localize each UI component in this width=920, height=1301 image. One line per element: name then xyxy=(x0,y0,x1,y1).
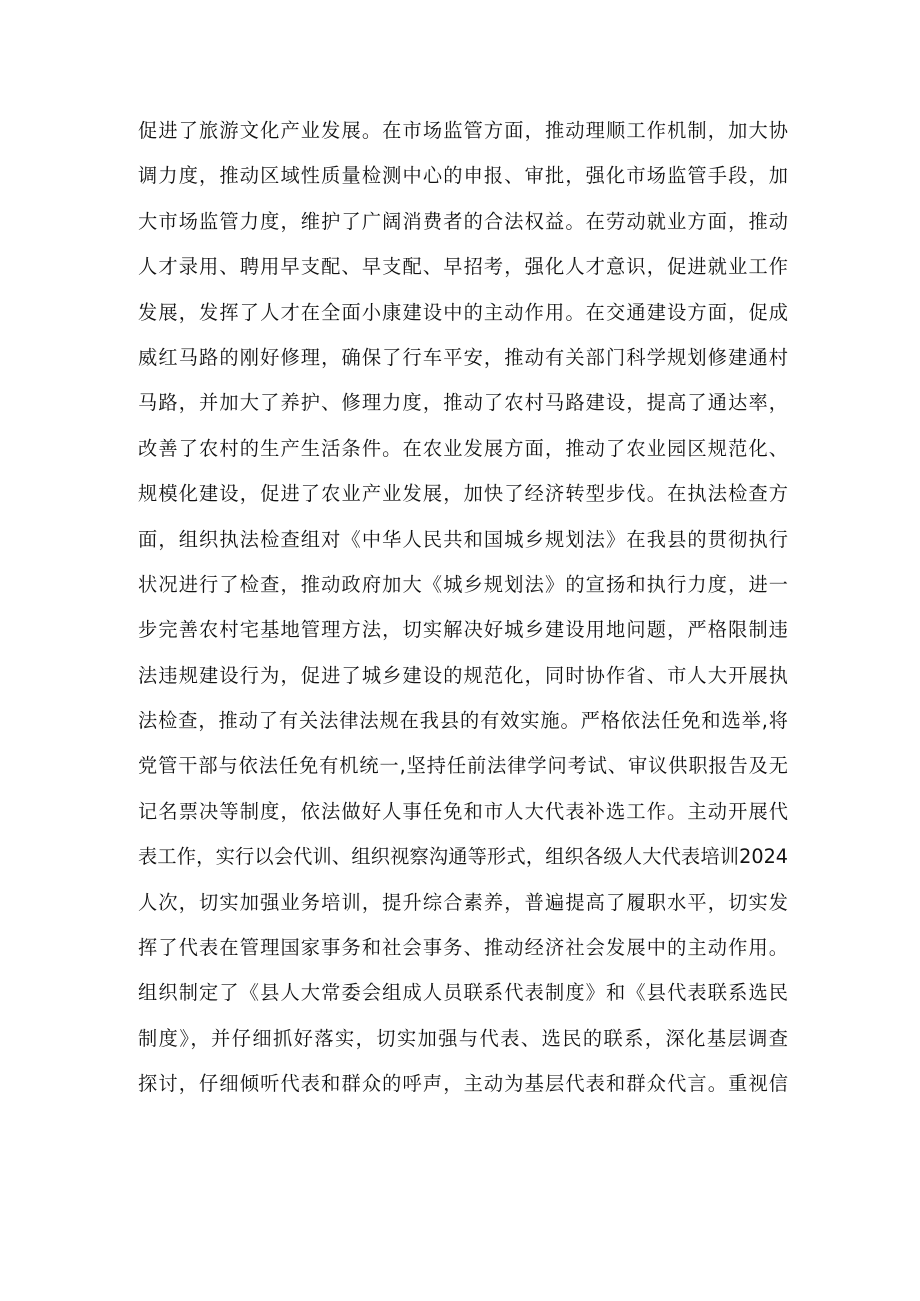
text-line-8: 改善了农村的生产生活条件。在农业发展方面，推动了农业园区规范化、 xyxy=(138,436,788,460)
text-line-22: 探讨，仔细倾听代表和群众的呼声，主动为基层代表和群众代言。重视信 xyxy=(138,1072,788,1096)
text-line-13: 法违规建设行为，促进了城乡建设的规范化，同时协作省、市人大开展执 xyxy=(138,663,788,687)
text-line-4: 人才录用、聘用早支配、早支配、早招考，强化人才意识，促进就业工作 xyxy=(138,255,788,279)
text-line-7: 马路，并加大了养护、修理力度，推动了农村马路建设，提高了通达率， xyxy=(138,391,788,415)
text-line-10: 面，组织执法检查组对《中华人民共和国城乡规划法》在我县的贯彻执行 xyxy=(138,527,788,551)
text-line-20: 组织制定了《县人大常委会组成人员联系代表制度》和《县代表联系选民 xyxy=(138,981,788,1005)
text-line-9: 规模化建设，促进了农业产业发展，加快了经济转型步伐。在执法检查方 xyxy=(138,482,788,506)
text-line-5: 发展，发挥了人才在全面小康建设中的主动作用。在交通建设方面，促成 xyxy=(138,300,788,324)
text-line-15: 党管干部与依法任免有机统一,坚持任前法律学问考试、审议供职报告及无 xyxy=(138,754,788,778)
text-line-18: 人次，切实加强业务培训，提升综合素养，普遍提高了履职水平，切实发 xyxy=(138,890,788,914)
text-line-11: 状况进行了检查，推动政府加大《城乡规划法》的宣扬和执行力度，进一 xyxy=(138,572,788,596)
text-line-14: 法检查，推动了有关法律法规在我县的有效实施。严格依法任免和选举,将 xyxy=(138,709,788,733)
text-line-3: 大市场监管力度，维护了广阔消费者的合法权益。在劳动就业方面，推动 xyxy=(138,209,788,233)
text-line-1: 促进了旅游文化产业发展。在市场监管方面，推动理顺工作机制，加大协 xyxy=(138,119,788,142)
text-line-16: 记名票决等制度，依法做好人事任免和市人大代表补选工作。主动开展代 xyxy=(138,799,788,823)
text-line-19: 挥了代表在管理国家事务和社会事务、推动经济社会发展中的主动作用。 xyxy=(138,936,788,960)
text-line-12: 步完善农村宅基地管理方法，切实解决好城乡建设用地问题，严格限制违 xyxy=(138,618,788,642)
text-line-17: 表工作，实行以会代训、组织视察沟通等形式，组织各级人大代表培训2024 xyxy=(138,845,788,869)
text-line-21: 制度》，并仔细抓好落实，切实加强与代表、选民的联系，深化基层调查 xyxy=(138,1026,788,1050)
body-paragraph xyxy=(138,108,788,1107)
text-line-2: 调力度，推动区域性质量检测中心的申报、审批，强化市场监管手段，加 xyxy=(138,164,788,188)
text-line-6: 威红马路的刚好修理，确保了行车平安，推动有关部门科学规划修建通村 xyxy=(138,345,788,369)
